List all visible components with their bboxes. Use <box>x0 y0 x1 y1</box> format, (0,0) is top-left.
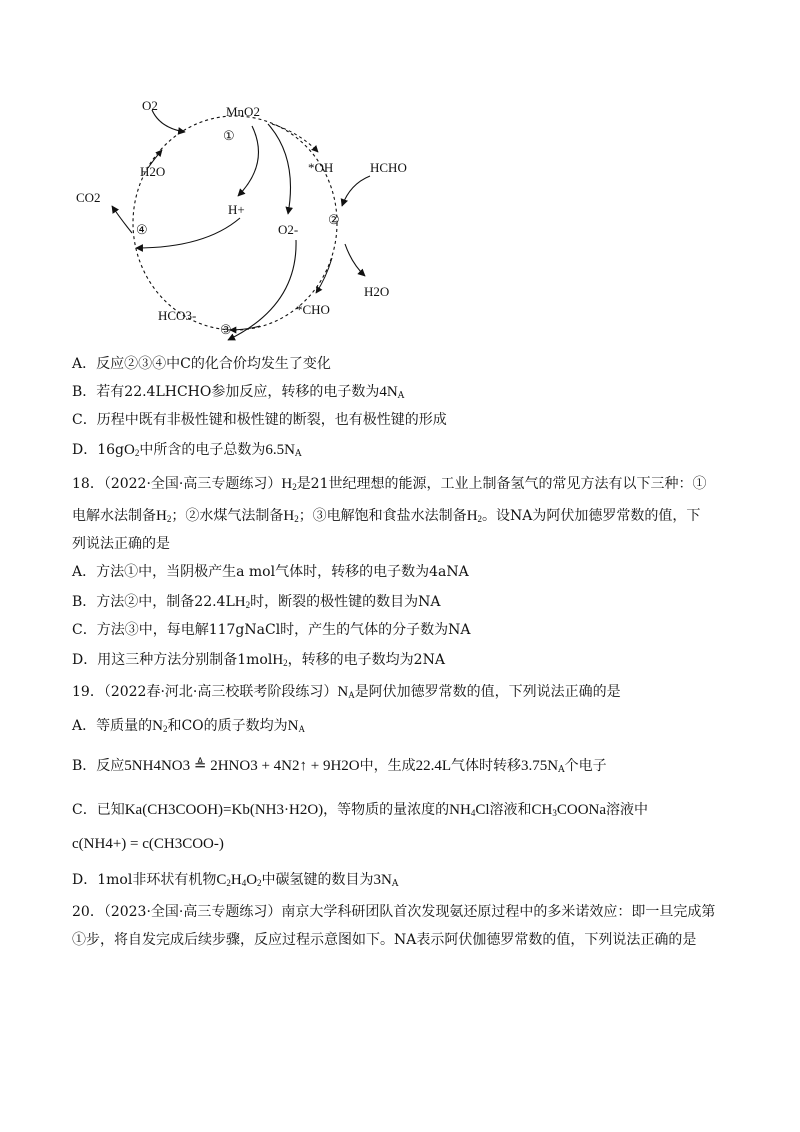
step-4: ④ <box>136 222 148 237</box>
q19-option-b: B．反应5NH4NO3 ≜ 2HNO3 + 4N2↑ + 9H2O中，生成22.4L气体时转移$3.75N_A$个电子 <box>72 758 607 775</box>
label-oh: *OH <box>308 160 334 175</box>
arrow-mno2-to-o2minus <box>268 124 291 214</box>
step-1: ① <box>223 128 235 143</box>
q19-option-a: A．等质量的$N_2$和CO的质子数均为$N_A$ <box>72 718 306 734</box>
reaction-cycle-diagram <box>60 88 480 350</box>
label-co2: CO2 <box>76 190 101 205</box>
label-o2-minus: O2- <box>278 222 299 237</box>
q17-option-d: D．$16gO_2$中所含的电子总数为$6.5N_A$ <box>72 442 302 459</box>
cycle-ring <box>133 116 337 330</box>
step-3: ③ <box>220 322 232 337</box>
q18-option-b: B．方法②中，制备$22.4LH_2$时，断裂的极性键的数目为NA <box>72 594 441 610</box>
step-2: ② <box>328 212 340 227</box>
q17-option-b: B．若有22.4LHCHO参加反应，转移的电子数为$4N_A$ <box>72 384 405 401</box>
q18-stem-line3: 列说法正确的是 <box>72 536 170 552</box>
label-h-plus: H+ <box>228 202 245 217</box>
q18-option-a: A．方法①中，当阴极产生a mol气体时，转移的电子数为4aNA <box>72 564 469 580</box>
reaction-cycle-svg <box>60 88 480 350</box>
q18-option-d: D．用这三种方法分别制备1molH$_2$，转移的电子数均为2NA <box>72 652 445 668</box>
label-cho: *CHO <box>296 302 330 317</box>
q18-stem-line2: 电解水法制备$H_2$；②水煤气法制备$H_2$；③电解饱和食盐水法制备$H_2$。设NA为阿伏加德罗常数的值，下 <box>72 508 701 524</box>
q19-b-equation: 5NH4NO3 ≜ 2HNO3 + 4N2↑ + 9H2O <box>124 758 360 774</box>
q20-stem-line1: 20．（2023·全国·高三专题练习）南京大学科研团队首次发现氨还原过程中的多米诺效应：即一旦完成第 <box>72 904 716 920</box>
q19-option-d: D．1mol非环状有机物$C_2H_4O_2$中碳氢键的数目为$3N_A$ <box>72 872 399 889</box>
arrow-co2-out <box>112 206 132 233</box>
label-o2: O2 <box>142 98 158 113</box>
arrow-h-to-ring <box>136 218 240 248</box>
arrow-h2o-out <box>345 244 365 276</box>
arrow-hcho-in <box>342 176 370 206</box>
label-hcho: HCHO <box>370 160 407 175</box>
label-hco3: HCO3- <box>158 308 197 323</box>
q17-option-c: C．历程中既有非极性键和极性键的断裂，也有极性键的形成 <box>72 412 447 428</box>
ring-arrow-bottom <box>230 326 260 330</box>
arrow-o2minus-to-ring <box>228 240 296 340</box>
q18-stem-line1: 18．（2022·全国·高三专题练习）$H_2$是21世纪理想的能源，工业上制备氢气的常见方法有以下三种：① <box>72 476 707 492</box>
arrow-o2-in <box>152 110 185 132</box>
label-mno2: MnO2 <box>226 104 260 119</box>
arrow-mno2-to-h <box>238 126 258 196</box>
label-h2o-left: H2O <box>140 164 166 179</box>
q19-option-c: C．已知Ka(CH3COOH)=Kb(NH3·H2O)，等物质的量浓度的$NH_4Cl$溶液和$CH_3COONa$溶液中 <box>72 802 649 818</box>
q18-option-c: C．方法③中，每电解117gNaCl时，产生的气体的分子数为NA <box>72 622 471 638</box>
label-h2o-right: H2O <box>364 284 390 299</box>
ring-arrow-top-right <box>272 124 318 152</box>
q20-stem-line2: ①步，将自发完成后续步骤，反应过程示意图如下。NA表示阿伏伽德罗常数的值，下列说法正确的是 <box>72 932 697 948</box>
q17-option-a: A．反应②③④中C的化合价均发生了变化 <box>72 356 331 372</box>
q19-option-c-line2: c(NH4+) = c(CH3COO-) <box>72 836 224 852</box>
q19-stem: 19．（2022春·河北·高三校联考阶段练习）$N_A$是阿伏加德罗常数的值，下列说法正确的是 <box>72 684 621 700</box>
